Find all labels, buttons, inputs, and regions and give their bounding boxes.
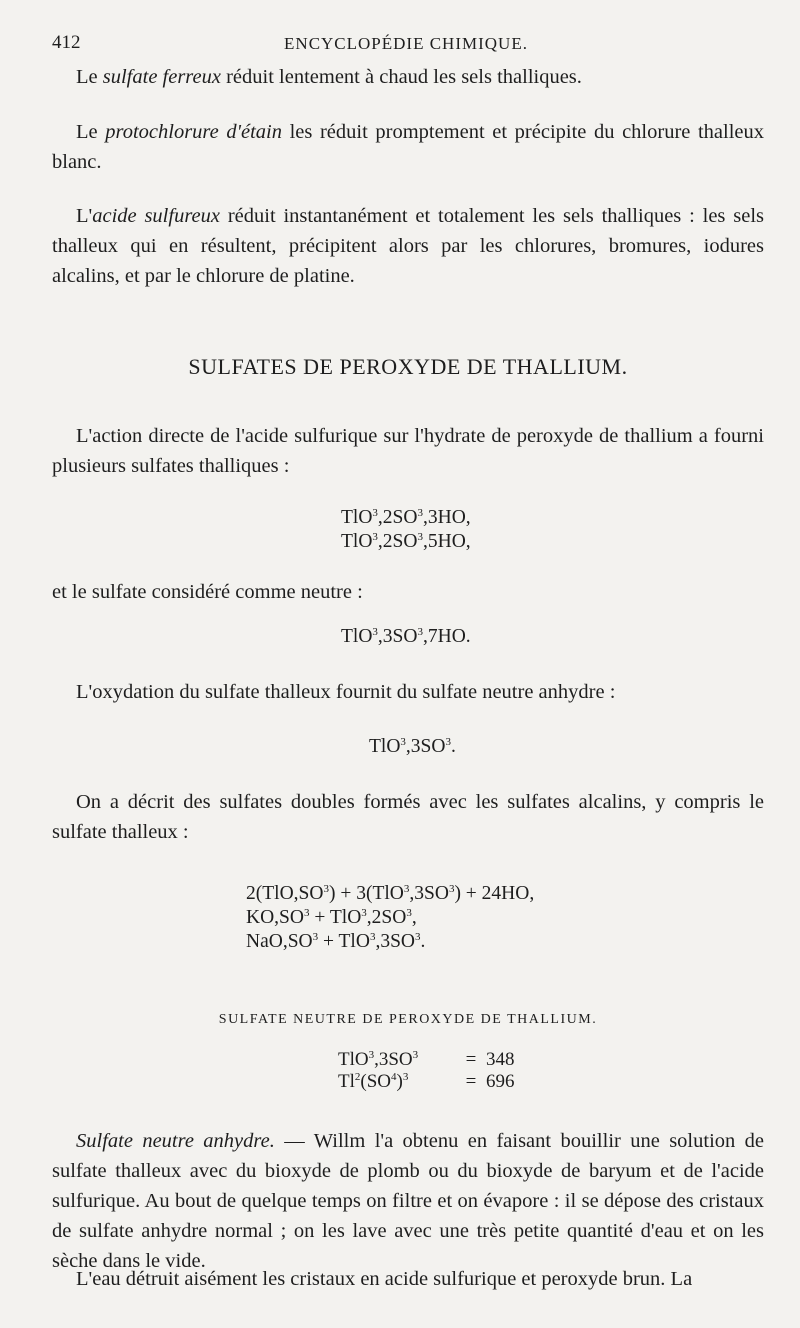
formula-line: $TlO^3,2SO^3,3HO$, [341,507,471,528]
paragraph-action-directe: L'action directe de l'acide sulfurique sur l'hydrate de peroxyde de thallium a fourni plusieurs sulfates thalliques : [52,425,764,477]
paragraph-sulfate-neutre: et le sulfate considéré comme neutre : [52,581,363,603]
formula-block-sulfates-thalliques [341,506,471,554]
formula-line: $2(TlO,SO^3) + 3(TlO^3,3SO^3) + 24HO$, [246,883,535,904]
paragraph-acide-sulfureux: L'acide sulfureux réduit instantanément et totalement les sels thalliques : les sels thalleux qui en résultent, précipitent alors par les chlorures, bromures, iodures alcalins, et par le chlorure de platine. [52,205,764,287]
paragraph-sulfate-ferreux: Le sulfate ferreux réduit lentement à chaud les sels thalliques. [76,66,582,88]
paragraph-oxydation: L'oxydation du sulfate thalleux fournit du sulfate neutre anhydre : [76,681,616,703]
formula-sulfate-neutre: $TlO^3,3SO^3,7HO$. [341,626,471,647]
paragraph-sulfate-neutre-anhydre: Sulfate neutre anhydre. — Willm l'a obtenu en faisant bouillir une solution de sulfate thalleux avec du bioxyde de plomb ou du bioxyde de baryum et de l'acide sulfurique. Au bout de quelque temps on filtre et on évapore : il se dépose des cristaux de sulfate anhydre normal ; on les lave avec une très petite quantité d'eau et on les sèche dans le vide. [52,1130,764,1272]
formula-line: $TlO^3,2SO^3,5HO$, [341,531,471,552]
page-number: 412 [52,32,81,53]
formula-sulfate-anhydre: $TlO^3,3SO^3$. [369,736,456,757]
page-header [52,32,760,56]
formula-line: $KO,SO^3 + TlO^3,2SO^3$, [246,907,417,928]
equivalence-row: $Tl^2(SO^4)^3$ = 696 [338,1071,515,1092]
paragraph-eau-detruit: L'eau détruit aisément les cristaux en acide sulfurique et peroxyde brun. La [76,1268,693,1290]
equivalence-table [338,1049,515,1093]
running-title: ENCYCLOPÉDIE CHIMIQUE. [284,34,528,53]
subsection-title: SULFATE NEUTRE DE PEROXYDE DE THALLIUM. [218,1012,598,1027]
formula-line: $NaO,SO^3 + TlO^3,3SO^3$. [246,931,426,952]
section-title: SULFATES DE PEROXYDE DE THALLIUM. [188,354,628,379]
paragraph-sulfates-doubles: On a décrit des sulfates doubles formés avec les sulfates alcalins, y compris le sulfate thalleux : [52,791,764,843]
equivalence-row: $TlO^3,3SO^3$ = 348 [338,1049,515,1070]
paragraph-protochlorure: Le protochlorure d'étain les réduit promptement et précipite du chlorure thalleux blanc. [52,121,765,173]
formula-block-sulfates-doubles [246,882,534,954]
